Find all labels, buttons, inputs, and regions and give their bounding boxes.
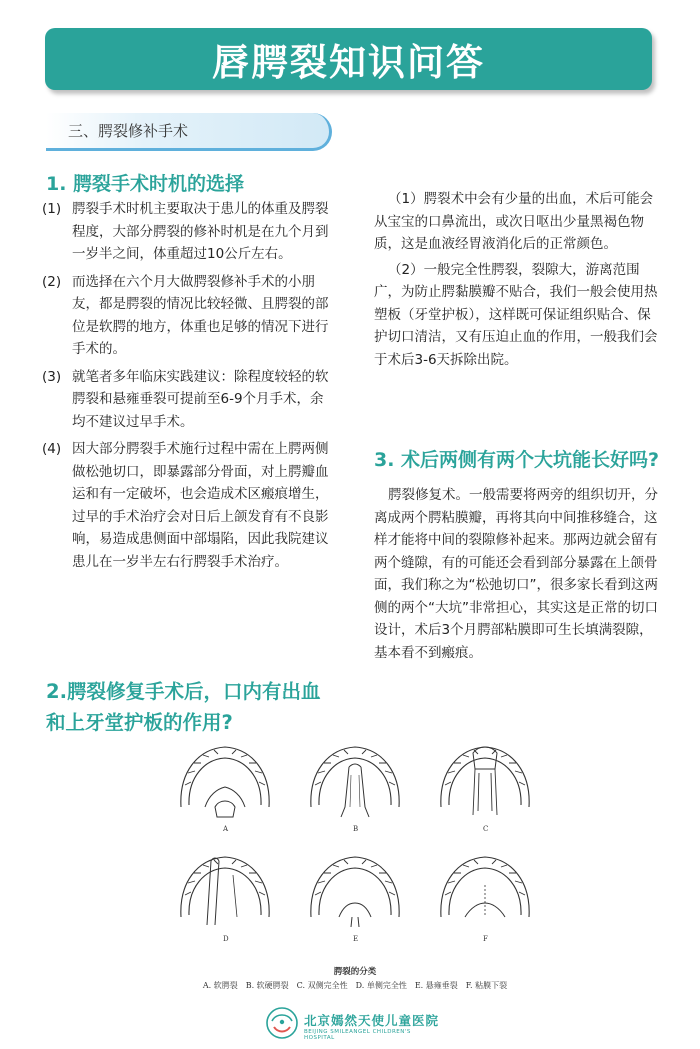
q3-heading: 3. 术后两侧有两个大坑能长好吗?	[374, 449, 660, 471]
diagram-d	[181, 857, 269, 943]
q2-paragraph: （1）腭裂术中会有少量的出血，术后可能会从宝宝的口鼻流出，或次日呕出少量黑褐色物质，这是血液经胃液消化后的正常颜色。	[374, 191, 654, 252]
q3-answer	[374, 484, 666, 667]
diagram-label-e: E	[353, 935, 359, 943]
item-text: 就笔者多年临床实践建议：除程度较轻的软腭裂和悬雍垂裂可提前至6-9个月手术，余均不建议过早手术。	[72, 368, 329, 430]
diagram-label-d: D	[223, 935, 229, 943]
q1-heading: 1. 腭裂手术时机的选择	[46, 173, 245, 195]
diagram-c	[441, 747, 529, 833]
q3-paragraph: 腭裂修复术。一般需要将两旁的组织切开，分离成两个腭粘膜瓣，再将其向中间推移缝合，这样才能将中间的裂隙修补起来。那两边就会留有两个缝隙，有的可能还会看到部分暴露在上颌骨面，我们称之为“松弛切口”，很多家长看到这两侧的两个“大坑”非常担心，其实这是正常的切口设计，术后3个月腭部粘膜即可生长填满裂隙，基本看不到瘢痕。	[374, 487, 658, 661]
diagram-a	[181, 747, 269, 833]
list-item	[42, 271, 330, 361]
item-text: 腭裂手术时机主要取决于患儿的体重及腭裂程度，大部分腭裂的修补时机是在九个月到一岁半之间，体重超过10公斤左右。	[72, 201, 329, 262]
item-number: (1)	[42, 201, 62, 217]
list-item	[42, 366, 330, 434]
section-tab-label: 三、腭裂修补手术	[68, 122, 189, 140]
diagram-label-f: F	[483, 935, 488, 943]
section-tab	[46, 113, 332, 151]
q1-list	[42, 198, 330, 578]
figure-caption-legend: A. 软腭裂 B. 软硬腭裂 C. 双侧完全性 D. 单侧完全性 E. 悬雍垂裂 F. 粘膜下裂	[202, 981, 508, 990]
diagram-label-c: C	[483, 825, 489, 833]
q2-heading	[46, 676, 320, 738]
smile-angel-logo-icon	[264, 1005, 300, 1041]
hospital-name-cn: 北京嫣然天使儿童医院	[304, 1013, 440, 1028]
diagram-b	[311, 747, 399, 833]
item-text: 而选择在六个月大做腭裂修补手术的小朋友，都是腭裂的情况比较轻微、且腭裂的部位是软腭的地方，体重也足够的情况下进行手术的。	[72, 273, 329, 357]
diagram-label-a: A	[223, 825, 229, 833]
item-text: 因大部分腭裂手术施行过程中需在上腭两侧做松弛切口，即暴露部分骨面，对上腭瓣血运和有一定破坏，也会造成术区瘢痕增生，过早的手术治疗会对日后上颌发育有不良影响，易造成患侧面中部塌陷，因此我院建议患儿在一岁半左右行腭裂手术治疗。	[72, 441, 329, 570]
q2-heading-line1: 2.腭裂修复手术后，口内有出血	[46, 680, 321, 703]
q2-paragraph: （2）一般完全性腭裂，裂隙大，游离范围广，为防止腭黏膜瓣不贴合，我们一般会使用热塑板（牙堂护板），这样既可保证组织贴合、保护切口清洁，又有压迫止血的作用，一般我们会于术后3-6天拆除出院。	[374, 261, 658, 368]
diagram-e	[311, 857, 399, 943]
item-number: (4)	[42, 441, 62, 457]
diagram-f	[441, 857, 529, 943]
q2-heading-line2: 和上牙堂护板的作用?	[46, 711, 233, 734]
page-title: 唇腭裂知识问答	[45, 28, 652, 90]
list-item	[42, 438, 330, 573]
q2-answer	[374, 188, 664, 374]
item-number: (2)	[42, 273, 62, 290]
cleft-palate-diagram	[170, 745, 540, 995]
item-number: (3)	[42, 368, 62, 385]
hospital-logo	[262, 1003, 442, 1043]
diagram-label-b: B	[353, 825, 359, 833]
hospital-name-en: BEIJING SMILEANGEL CHILDREN'S HOSPITAL	[304, 1029, 411, 1041]
figure-caption	[170, 965, 540, 991]
list-item	[42, 198, 330, 266]
figure-caption-title: 腭裂的分类	[333, 967, 377, 977]
